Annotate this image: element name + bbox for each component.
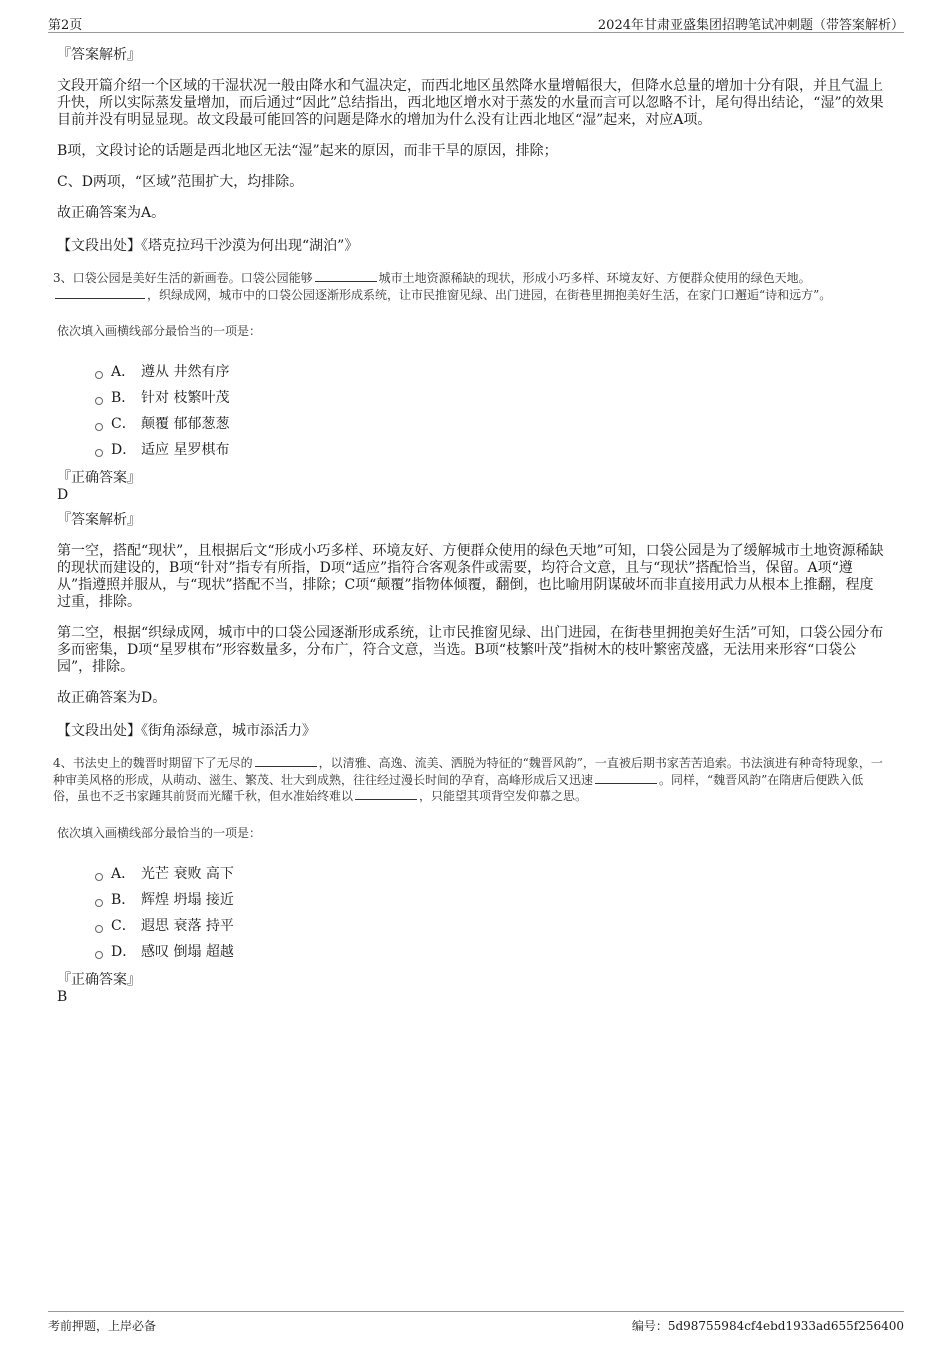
q3-question-text xyxy=(53,270,886,303)
q3-analysis-paragraph-1: 第一空，搭配“现状”，且根据后文“形成小巧多样、环境友好、方便群众使用的绿色天地”可知，口袋公园是为了缓解城市土地资源稀缺的现状而建设的，B项“针对”指专有所指，D项“适应”指符合客观条件或需要，均符合文意，且与“现状”搭配恰当，保留。A项“遵从”指遵照并服从，与“现状”搭配不当，排除；C项“颠覆”指物体倾覆，翻倒，也比喻用阴谋破坏而非直接用武力从根本上推翻，程度过重，排除。 xyxy=(57,543,884,610)
q3-analysis-label: 『答案解析』 xyxy=(57,512,141,528)
q4-blank-1 xyxy=(255,755,317,767)
option-letter: A． xyxy=(111,364,136,380)
radio-icon[interactable] xyxy=(95,925,103,933)
option-letter: C． xyxy=(111,416,136,432)
q3-source: 【文段出处】《街角添绿意，城市添活力》 xyxy=(57,723,316,739)
q4-options xyxy=(95,861,886,965)
q4-answer-label: 『正确答案』 xyxy=(57,971,141,988)
option-text: 针对 枝繁叶茂 xyxy=(141,390,230,406)
q2-analysis-paragraph-3: C、D两项，“区域”范围扩大，均排除。 xyxy=(57,174,304,190)
q4-option-a[interactable] xyxy=(95,861,886,887)
q3-options xyxy=(95,359,886,463)
q3-blank-2 xyxy=(55,287,145,299)
q4-option-c[interactable] xyxy=(95,913,886,939)
option-letter: D． xyxy=(111,943,137,960)
option-text: 感叹 倒塌 超越 xyxy=(141,943,234,960)
option-text: 遐思 衰落 持平 xyxy=(141,917,234,934)
q3-prompt: 依次填入画横线部分最恰当的一项是： xyxy=(57,324,262,338)
q2-analysis-paragraph-4: 故正确答案为A。 xyxy=(57,205,166,221)
document-code: 编号：5d98755984cf4ebd1933ad655f256400 xyxy=(631,1319,904,1333)
q4-answer: B xyxy=(57,988,68,1005)
radio-icon[interactable] xyxy=(95,449,103,457)
option-text: 辉煌 坍塌 接近 xyxy=(141,891,234,908)
q3-answer: D xyxy=(57,487,69,503)
q4-option-b[interactable] xyxy=(95,887,886,913)
page-header xyxy=(48,10,904,33)
option-letter: D． xyxy=(111,442,137,458)
option-letter: A． xyxy=(111,865,136,882)
page-number: 第2页 xyxy=(48,18,83,33)
radio-icon[interactable] xyxy=(95,397,103,405)
option-letter: B． xyxy=(111,390,136,406)
option-letter: B． xyxy=(111,891,136,908)
option-text: 适应 星罗棋布 xyxy=(141,442,230,458)
q4-text-part-c: 。同样，“魏晋风韵”在隋唐后便跌入低俗，虽也不乏书家踵其前贤而光耀千秋，但水准始终难以 xyxy=(53,772,864,803)
document-body xyxy=(53,44,886,1011)
q3-analysis-paragraph-2: 第二空，根据“织绿成网，城市中的口袋公园逐渐形成系统，让市民推窗见绿、出门进园，在街巷里拥抱美好生活”可知，口袋公园分布多而密集，D项“星罗棋布”形容数量多，分布广，符合文意，当选。B项“枝繁叶茂”指树木的枝叶繁密茂盛，无法用来形容“口袋公园”，排除。 xyxy=(57,625,884,675)
q3-option-c[interactable] xyxy=(95,411,886,437)
q2-analysis-paragraph-2: B项，文段讨论的话题是西北地区无法“湿”起来的原因，而非干旱的原因，排除； xyxy=(57,143,558,159)
q4-text-part-d: ，只能望其项背空发仰慕之思。 xyxy=(419,789,588,803)
q3-option-a[interactable] xyxy=(95,359,886,385)
radio-icon[interactable] xyxy=(95,899,103,907)
q3-answer-label: 『正确答案』 xyxy=(57,470,141,486)
page-footer xyxy=(48,1311,904,1336)
q3-option-b[interactable] xyxy=(95,385,886,411)
q4-text-part-a: 4、书法史上的魏晋时期留下了无尽的 xyxy=(53,756,253,770)
q2-analysis-paragraph-1: 文段开篇介绍一个区域的干湿状况一般由降水和气温决定，而西北地区虽然降水量增幅很大，但降水总量的增加十分有限，并且气温上升快，所以实际蒸发量增加，而后通过“因此”总结指出，西北地区增水对于蒸发的水量而言可以忽略不计，尾句得出结论，“湿”的效果目前并没有明显显现。故文段最可能回答的问题是降水的增加为什么没有让西北地区“湿”起来，对应A项。 xyxy=(57,78,884,128)
option-text: 颠覆 郁郁葱葱 xyxy=(141,416,230,432)
q2-source: 【文段出处】《塔克拉玛干沙漠为何出现“湖泊”》 xyxy=(57,238,359,254)
q3-analysis-paragraph-3: 故正确答案为D。 xyxy=(57,690,167,706)
radio-icon[interactable] xyxy=(95,371,103,379)
q2-analysis-label: 『答案解析』 xyxy=(57,47,141,63)
option-letter: C． xyxy=(111,917,136,934)
q4-option-d[interactable] xyxy=(95,939,886,965)
q3-text-part-c: ，织绿成网，城市中的口袋公园逐渐形成系统，让市民推窗见绿、出门进园，在街巷里拥抱美好生活，在家门口邂逅“诗和远方”。 xyxy=(147,287,832,302)
q3-text-part-a: 3、口袋公园是美好生活的新画卷。口袋公园能够 xyxy=(53,271,313,285)
option-text: 遵从 井然有序 xyxy=(141,364,230,380)
q4-question-text xyxy=(53,755,886,805)
q4-prompt: 依次填入画横线部分最恰当的一项是： xyxy=(57,825,262,840)
radio-icon[interactable] xyxy=(95,951,103,959)
radio-icon[interactable] xyxy=(95,873,103,881)
radio-icon[interactable] xyxy=(95,423,103,431)
q4-text-part-b: ，以清雅、高逸、流美、洒脱为特征的“魏晋风韵”，一直被后期书家苦苦追索。书法演进有种奇特现象，一种审美风格的形成，从萌动、滋生、繁茂、壮大到成熟，往往经过漫长时间的孕育，高峰形成后又迅速 xyxy=(53,756,883,787)
document-title: 2024年甘肃亚盛集团招聘笔试冲刺题（带答案解析） xyxy=(597,18,904,33)
q4-blank-3 xyxy=(355,788,417,800)
q4-blank-2 xyxy=(595,772,657,784)
footer-slogan: 考前押题，上岸必备 xyxy=(48,1319,157,1333)
q3-option-d[interactable] xyxy=(95,437,886,463)
q3-text-part-b: 城市土地资源稀缺的现状，形成小巧多样、环境友好、方便群众使用的绿色天地。 xyxy=(378,271,811,285)
option-text: 光芒 衰败 高下 xyxy=(141,865,234,882)
q3-blank-1 xyxy=(315,270,377,282)
